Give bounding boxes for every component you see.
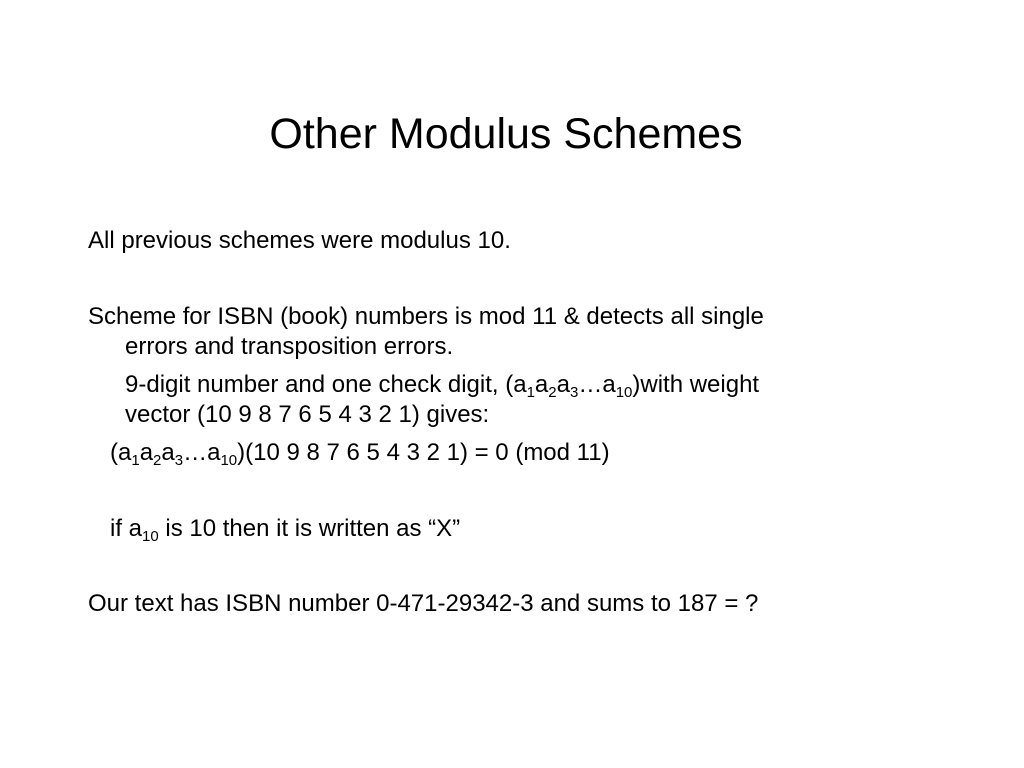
bullet-our-text-isbn: Our text has ISBN number 0-471-29342-3 and sums to 187 = ? (88, 590, 759, 617)
text-span: a (161, 439, 175, 466)
sub-bullet-check-digit (125, 370, 759, 400)
subscript: 10 (142, 528, 159, 545)
text-span: …a (183, 439, 221, 466)
slide-title: Other Modulus Schemes (269, 110, 743, 158)
subscript: 1 (131, 452, 140, 469)
text-span: …a (578, 371, 616, 398)
text-span: (a (110, 439, 132, 466)
subscript: 10 (615, 384, 633, 401)
equation-mod-11 (110, 438, 610, 468)
subscript: 3 (174, 452, 184, 469)
sub-bullet-check-digit-continued: vector (10 9 8 7 6 5 4 3 2 1) gives: (125, 401, 490, 428)
subscript: 2 (548, 384, 557, 401)
text-span: a (556, 371, 570, 398)
text-span: if a (110, 515, 143, 542)
subscript: 10 (220, 452, 238, 469)
bullet-isbn-scheme-continued: errors and transposition errors. (125, 333, 454, 360)
text-span: )with weight (632, 371, 760, 398)
text-span: 9-digit number and one check digit, (a (125, 371, 527, 398)
subscript: 2 (153, 452, 162, 469)
note-x-check-digit (110, 514, 460, 544)
text-span: )(10 9 8 7 6 5 4 3 2 1) = 0 (mod 11) (237, 439, 610, 466)
text-span: a (139, 439, 154, 466)
text-span: a (534, 371, 549, 398)
subscript: 3 (569, 384, 579, 401)
text-span: is 10 then it is written as “X” (158, 515, 461, 542)
bullet-previous-schemes: All previous schemes were modulus 10. (88, 227, 511, 254)
subscript: 1 (526, 384, 535, 401)
bullet-isbn-scheme: Scheme for ISBN (book) numbers is mod 11 & detects all single (88, 303, 764, 330)
